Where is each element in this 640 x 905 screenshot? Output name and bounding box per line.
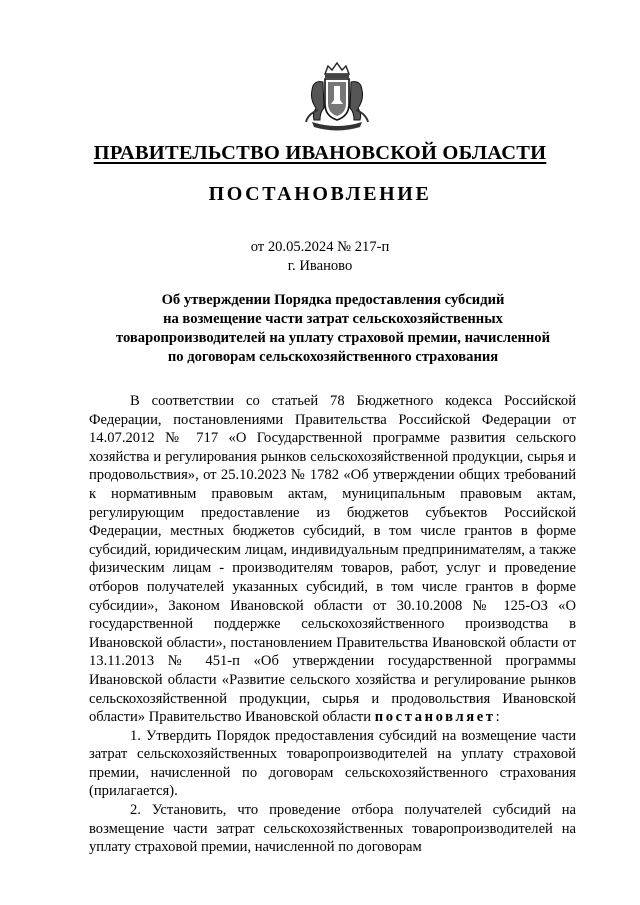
city: г. Иваново bbox=[287, 258, 353, 274]
document-type: ПОСТАНОВЛЕНИЕ bbox=[208, 183, 432, 205]
date-block bbox=[0, 238, 640, 276]
organization-name-text: ПРАВИТЕЛЬСТВО ИВАНОВСКОЙ ОБЛАСТИ bbox=[93, 142, 547, 164]
document-body bbox=[89, 392, 576, 857]
title-line: товаропроизводителей на уплату страховой премии, начисленной bbox=[115, 330, 551, 346]
preamble-paragraph bbox=[89, 392, 576, 727]
item-2-paragraph: 2. Установить, что проведение отбора получателей субсидий на возмещение части затрат сельскохозяйственных товаропроизводителей на уплату страховой премии, начисленной по договорам bbox=[89, 802, 576, 856]
title-line: Об утверждении Порядка предоставления субсидий bbox=[161, 292, 505, 308]
decree-colon: : bbox=[495, 709, 500, 726]
decree-word: постановляет bbox=[374, 709, 496, 726]
organization-name bbox=[0, 142, 640, 165]
preamble-text: В соответствии со статьей 78 Бюджетного кодекса Российской Федерации, постановлениями Правительства Российской Федерации от 14.07.2012 № 717 «О Государственной программе развития сельского хозяйства и регулирования рынков сельскохозяйственной продукции, сырья и продовольствия», от 25.10.2023 № 1782 «Об утверждении общих требований к нормативным правовым актам, муниципальным правовым актам, регулирующим предоставление из бюджетов субъектов Российской Федерации, местных бюджетов субсидий, в том числе грантов в форме субсидий, юридическим лицам, индивидуальным предпринимателям, а также физическим лицам - производителям товаров, работ, услуг и проведение отборов получателей указанных субсидий, в том числе грантов в форме субсидии», Законом Ивановской области от 30.10.2008 № 125-ОЗ «О государственной поддержке сельскохозяйственного производства в Ивановской области», постановлением Правительства Ивановской области от 13.11.2013 № 451-п «Об утверждении государственной программы Ивановской области «Развитие сельского хозяйства и регулирование рынков сельскохозяйственной продукции, сырья и продовольствия Ивановской области» Правительство Ивановской области bbox=[89, 393, 576, 726]
ivanovo-coat-of-arms-icon bbox=[298, 60, 376, 134]
title-line: на возмещение части затрат сельскохозяйственных bbox=[163, 311, 503, 327]
title-line: по договорам сельскохозяйственного страхования bbox=[167, 349, 499, 365]
item-1-paragraph: 1. Утвердить Порядок предоставления субсидий на возмещение части затрат сельскохозяйственных товаропроизводителей на уплату страховой премии, начисленной по договорам сельскохозяйственного страхования (прилагается). bbox=[89, 727, 576, 800]
document-title bbox=[90, 291, 576, 367]
date-number: от 20.05.2024 № 217-п bbox=[250, 239, 390, 255]
